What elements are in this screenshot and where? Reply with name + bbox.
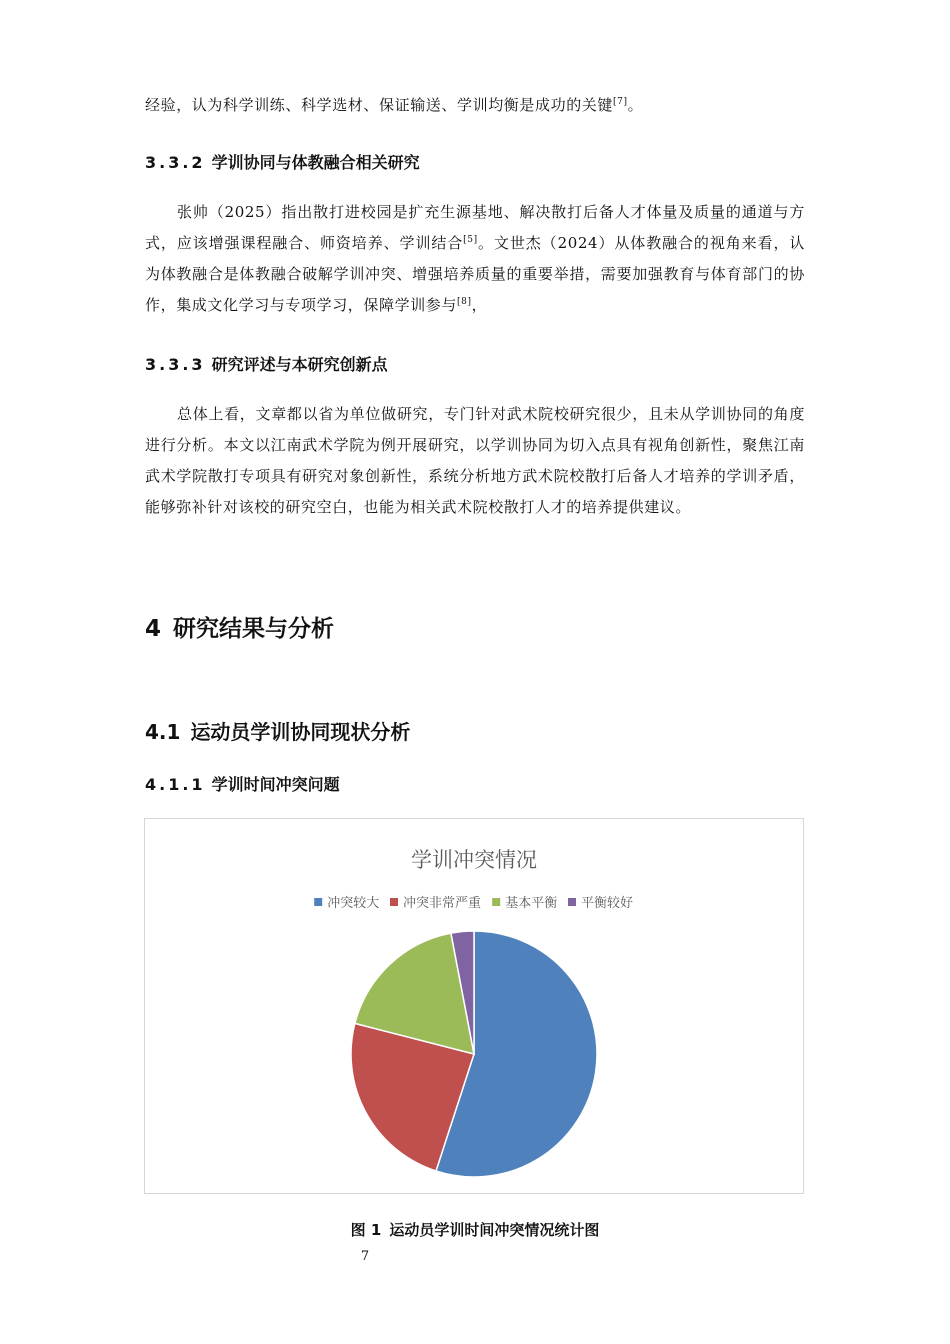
pie-chart xyxy=(144,818,804,1194)
chart-legend xyxy=(314,895,633,911)
citation-ref: [8] xyxy=(457,297,472,307)
heading-number: 4 xyxy=(145,616,162,642)
legend-label: 基本平衡 xyxy=(505,896,558,911)
chapter-heading-4 xyxy=(145,610,334,643)
heading-text: 学训时间冲突问题 xyxy=(211,775,340,794)
legend-swatch xyxy=(314,898,322,906)
page-number: 7 xyxy=(360,1249,370,1264)
paragraph-tail: 。 xyxy=(627,96,644,114)
heading-number: 3.3.2 xyxy=(145,153,206,172)
chart-title: 学训冲突情况 xyxy=(411,848,537,872)
heading-text: 研究结果与分析 xyxy=(173,616,335,642)
heading-number: 4.1.1 xyxy=(145,775,206,794)
heading-number: 3.3.3 xyxy=(145,355,206,374)
legend-label: 冲突较大 xyxy=(327,896,380,911)
caption-number: 图 1 xyxy=(350,1221,382,1239)
paragraph-review: 总体上看，文章都以省为单位做研究，专门针对武术院校研究很少，且未从学训协同的角度进行分析。本文以江南武术学院为例开展研究，以学训协同为切入点具有视角创新性，聚焦江南武术学院散打专项具有研究对象创新性，系统分析地方武术院校散打后备人才培养的学训矛盾，能够弥补针对该校的研究空白，也能为相关武术院校散打人才的培养提供建议。 xyxy=(145,405,805,516)
legend-swatch xyxy=(568,898,576,906)
paragraph-text: 。文世杰（2024）从体教融合的视角来看，认为体教融合是体教融合破解学训冲突、增强培养质量的重要举措，需要加强教育与体育部门的协作，集成文化学习与专项学习，保障学训参与 xyxy=(145,234,805,314)
heading-text: 学训协同与体教融合相关研究 xyxy=(211,153,420,172)
citation-ref: [7] xyxy=(613,97,628,107)
paragraph-text: 经验，认为科学训练、科学选材、保证输送、学训均衡是成功的关键 xyxy=(145,96,614,114)
section-heading-3-3-2 xyxy=(145,150,420,173)
figure-caption xyxy=(0,1219,950,1240)
paragraph-text: 张帅（2025）指出散打进校园是扩充生源基地、解决散打后备人才体量及质量的通道与方式，应该增强课程融合、师资培养、学训结合 xyxy=(145,203,805,252)
section-heading-4-1-1 xyxy=(145,772,340,795)
section-heading-4-1 xyxy=(145,716,410,745)
legend-swatch xyxy=(492,898,500,906)
legend-label: 平衡较好 xyxy=(581,896,634,911)
heading-number: 4.1 xyxy=(145,720,181,744)
heading-text: 研究评述与本研究创新点 xyxy=(211,355,388,374)
legend-swatch xyxy=(390,898,398,906)
paragraph-continuation xyxy=(145,90,805,121)
pie-chart-svg xyxy=(145,819,803,1193)
section-heading-3-3-3 xyxy=(145,352,388,375)
caption-text: 运动员学训时间冲突情况统计图 xyxy=(389,1221,600,1239)
paragraph-related-studies xyxy=(145,197,805,321)
legend-label: 冲突非常严重 xyxy=(403,896,482,911)
paragraph-tail: ， xyxy=(471,296,488,314)
citation-ref: [5] xyxy=(463,235,478,245)
heading-text: 运动员学训协同现状分析 xyxy=(190,720,411,744)
